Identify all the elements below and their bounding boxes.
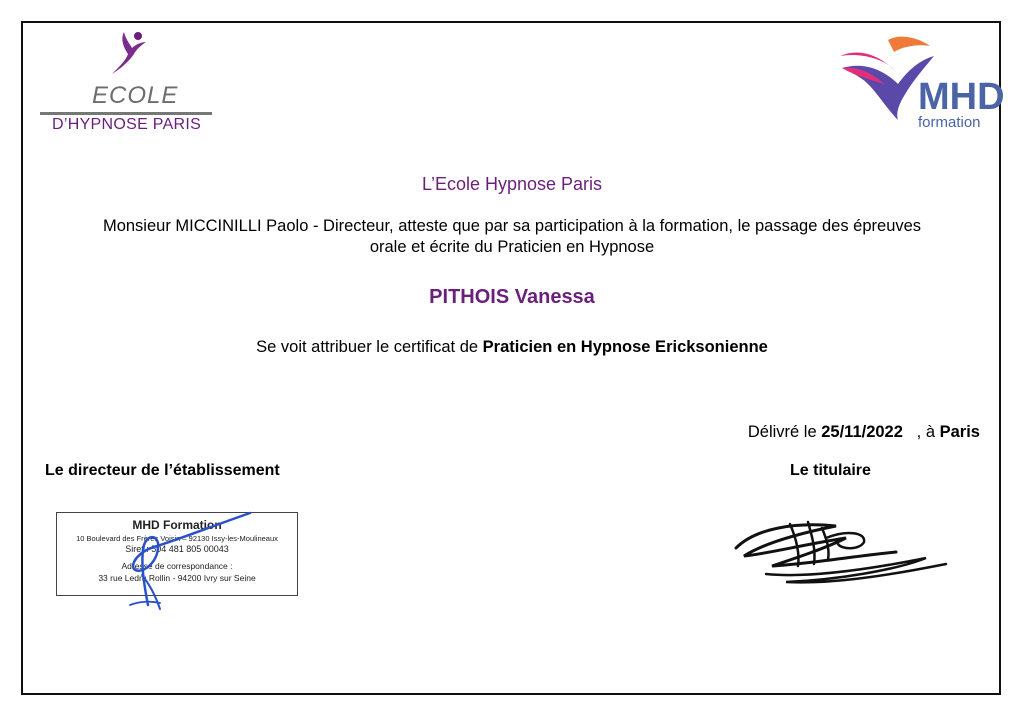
company-stamp [56, 512, 298, 596]
stamp-address: 10 Boulevard des Frères Voisin – 92130 Issy-les-Moulineaux [76, 534, 278, 543]
certificate-prefix: Se voit attribuer le certificat de [256, 338, 479, 356]
delivered-mid: , à [916, 423, 936, 441]
logo-mhd-word: MHD [918, 76, 1005, 118]
attestation-text [40, 216, 984, 258]
ecole-hypnose-logo [40, 30, 215, 140]
delivered-place: Paris [939, 423, 980, 441]
logo-divider [40, 112, 212, 115]
school-title: L’Ecole Hypnose Paris [421, 174, 603, 194]
attestation-line-1: Monsieur MICCINILLI Paolo - Directeur, atteste que par sa participation à la formation, le passage des épreuves [102, 217, 922, 235]
logo-formation-word: formation [918, 114, 981, 131]
director-label: Le directeur de l’établissement [45, 462, 280, 479]
stamp-title: MHD Formation [132, 518, 222, 532]
holder-signature [726, 508, 952, 594]
recipient-name: PITHOIS Vanessa [429, 286, 595, 308]
delivered-prefix: Délivré le [747, 423, 817, 441]
logo-ecole-word: ECOLE [92, 82, 179, 109]
stamp-correspondence-address: 33 rue Ledru Rollin - 94200 Ivry sur Seine [98, 573, 256, 583]
stamp-siret: Siret : 504 481 805 00043 [125, 544, 229, 554]
delivery-line [748, 423, 980, 442]
logo-subtitle: D’HYPNOSE PARIS [52, 116, 202, 133]
stamp-correspondence-label: Adresse de correspondance : [121, 561, 233, 571]
attestation-line-2: orale et écrite du Praticien en Hypnose [369, 238, 655, 256]
holder-label: Le titulaire [790, 462, 871, 479]
delivered-date: 25/11/2022 [821, 423, 903, 441]
certificate-title: Praticien en Hypnose Ericksonienne [482, 338, 768, 356]
mhd-formation-logo [838, 34, 1005, 134]
certificate-line [40, 338, 984, 357]
person-figure-icon [102, 30, 152, 78]
